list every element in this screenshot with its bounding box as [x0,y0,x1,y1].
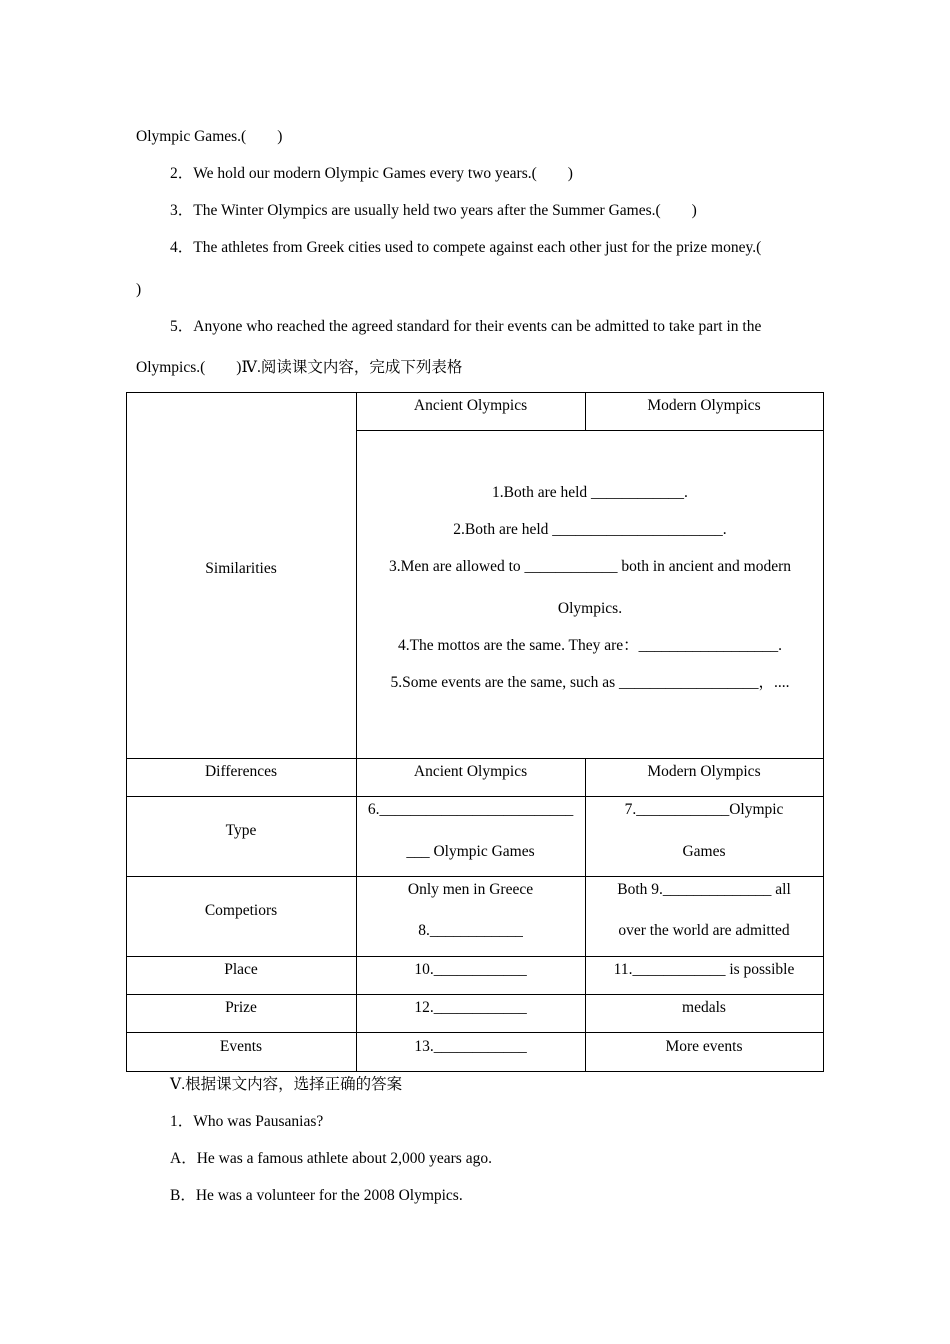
competitors-ancient: 8.____________ [418,922,523,939]
place-ancient: 10.____________ [414,961,527,978]
similarity-item: 3.Men are allowed to ____________ both in ancient and modern [388,558,792,575]
type-ancient: 6._________________________ [367,801,574,818]
modern-header: Modern Olympics [647,763,761,780]
differences-label: Differences [204,763,277,780]
row-label-type: Type [225,822,257,839]
prize-ancient: 12.____________ [414,999,527,1016]
place-modern: 11.____________ is possible [613,961,795,978]
modern-header: Modern Olympics [647,397,761,414]
question-4: 4．The athletes from Greek cities used to compete against each other just for the prize money.( [170,239,762,256]
text-line: ) [136,281,142,298]
competitors-modern: over the world are admitted [618,922,790,939]
type-ancient: ___ Olympic Games [406,843,535,860]
section-4-heading: Olympics.( )Ⅳ.阅读课文内容，完成下列表格 [136,359,463,376]
events-ancient: 13.____________ [414,1038,527,1055]
similarity-item: 4.The mottos are the same. They are：__________________. [397,637,783,654]
row-label-place: Place [224,961,258,978]
text-line: Olympic Games.( ) [136,128,283,145]
events-modern: More events [665,1038,743,1055]
ancient-header: Ancient Olympics [413,763,528,780]
type-modern: 7.____________Olympic [624,801,784,818]
prize-modern: medals [682,999,726,1016]
question-2: 2．We hold our modern Olympic Games every two years.( ) [170,165,573,182]
similarities-label: Similarities [205,560,277,577]
row-label-competitors: Competiors [204,902,278,919]
similarity-item: 2.Both are held ______________________. [453,521,727,538]
similarity-item: 5.Some events are the same, such as __________________，.... [390,674,790,691]
ancient-header: Ancient Olympics [413,397,528,414]
type-modern: Games [682,843,726,860]
section-5-heading: Ⅴ.根据课文内容，选择正确的答案 [170,1076,403,1093]
question-5: 5．Anyone who reached the agreed standard for their events can be admitted to take part in the [170,318,762,335]
competitors-modern: Both 9.______________ all [617,881,791,898]
question-1: 1．Who was Pausanias? [170,1113,324,1130]
row-label-prize: Prize [225,999,257,1016]
similarity-item: 1.Both are held ____________. [492,484,688,501]
option-a: A．He was a famous athlete about 2,000 years ago. [170,1150,492,1167]
option-b: B．He was a volunteer for the 2008 Olympics. [170,1187,463,1204]
row-label-events: Events [219,1038,263,1055]
comparison-table [126,392,824,1072]
question-3: 3．The Winter Olympics are usually held two years after the Summer Games.( ) [170,202,697,219]
competitors-ancient: Only men in Greece [407,881,534,898]
similarity-item: Olympics. [557,600,623,617]
